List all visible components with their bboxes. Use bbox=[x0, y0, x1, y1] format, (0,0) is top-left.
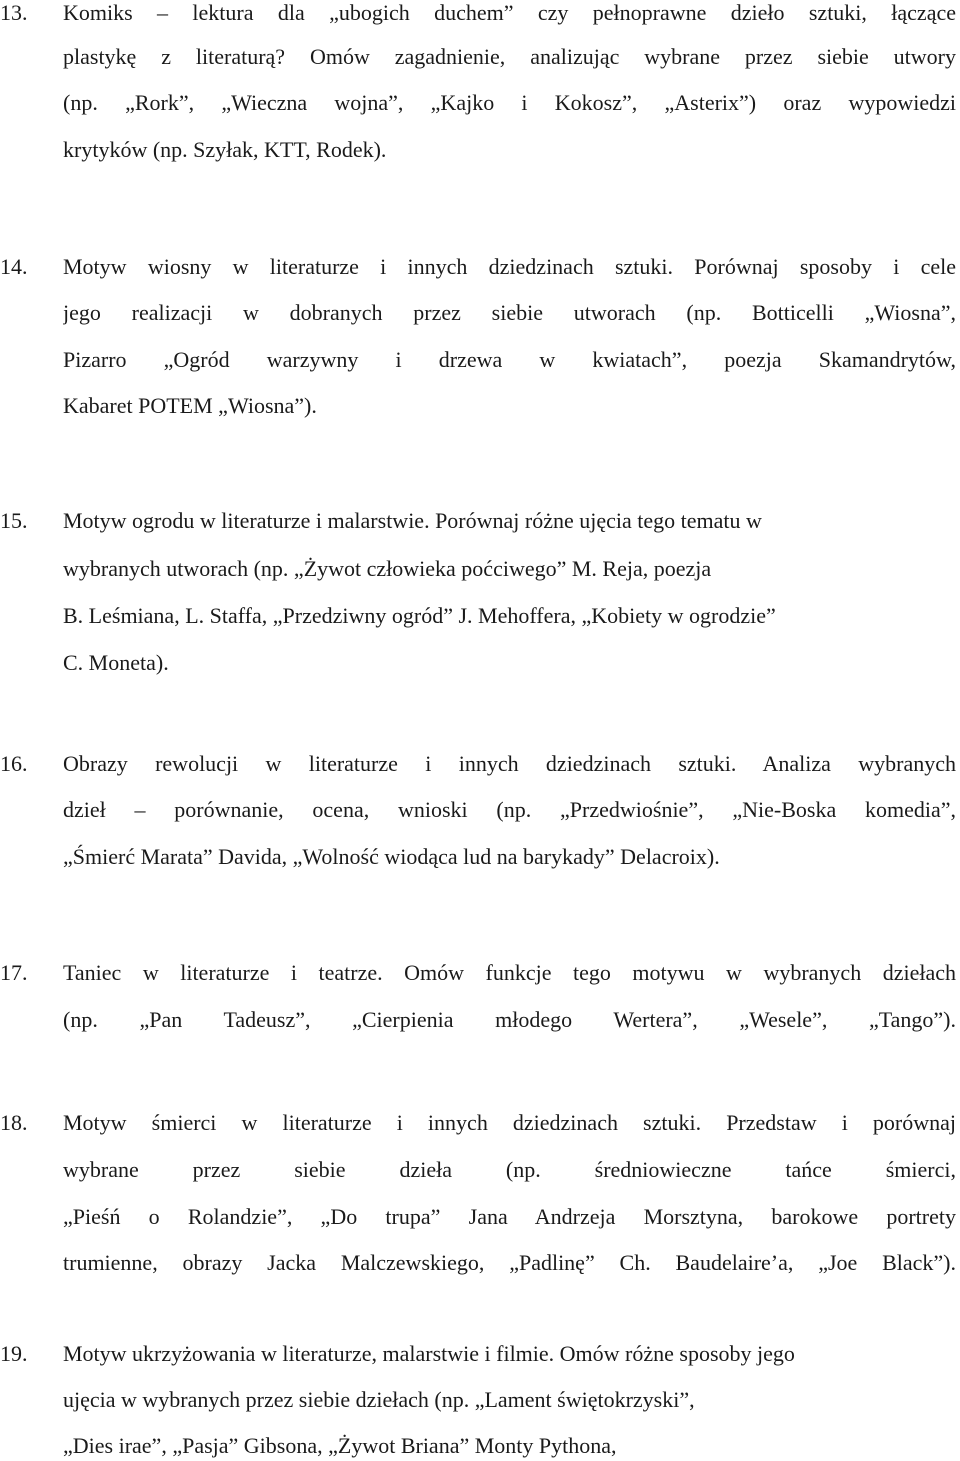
item-text-line: B. Leśmiana, L. Staffa, „Przedziwny ogród” J. Mehoffera, „Kobiety w ogrodzie” bbox=[63, 603, 776, 628]
item-number: 19. bbox=[0, 1341, 28, 1366]
item-text-line: Motyw ogrodu w literaturze i malarstwie. Porównaj różne ujęcia tego tematu w bbox=[63, 508, 762, 533]
item-text-line: „Pieśń o Rolandzie”, „Do trupa” Jana Andrzeja Morsztyna, barokowe portrety bbox=[63, 1204, 956, 1229]
item-text-line: (np. „Rork”, „Wieczna wojna”, „Kajko i Kokosz”, „Asterix”) oraz wypowiedzi bbox=[63, 90, 956, 115]
item-number: 15. bbox=[0, 508, 28, 533]
item-text-line: Kabaret POTEM „Wiosna”). bbox=[63, 393, 317, 418]
item-number: 18. bbox=[0, 1110, 28, 1135]
item-text-line: Motyw wiosny w literaturze i innych dziedzinach sztuki. Porównaj sposoby i cele bbox=[63, 254, 956, 279]
item-text-line: C. Moneta). bbox=[63, 650, 169, 675]
item-text-line: krytyków (np. Szyłak, KTT, Rodek). bbox=[63, 137, 387, 162]
item-text-line: jego realizacji w dobranych przez siebie utworach (np. Botticelli „Wiosna”, bbox=[63, 300, 956, 325]
item-text-line: plastykę z literaturą? Omów zagadnienie, analizując wybrane przez siebie utwory bbox=[63, 44, 956, 69]
item-number: 14. bbox=[0, 254, 28, 279]
item-text-line: Obrazy rewolucji w literaturze i innych dziedzinach sztuki. Analiza wybranych bbox=[63, 751, 956, 776]
item-text-line: „Dies irae”, „Pasja” Gibsona, „Żywot Briana” Monty Pythona, bbox=[63, 1433, 617, 1458]
item-text-line: (np. „Pan Tadeusz”, „Cierpienia młodego Wertera”, „Wesele”, „Tango”). bbox=[63, 1007, 956, 1032]
item-text-line: Motyw ukrzyżowania w literaturze, malarstwie i filmie. Omów różne sposoby jego bbox=[63, 1341, 795, 1366]
item-text-line: Motyw śmierci w literaturze i innych dziedzinach sztuki. Przedstaw i porównaj bbox=[63, 1110, 956, 1135]
item-text-line: Pizarro „Ogród warzywny i drzewa w kwiatach”, poezja Skamandrytów, bbox=[63, 347, 956, 372]
item-text-line: dzieł – porównanie, ocena, wnioski (np. „Przedwiośnie”, „Nie-Boska komedia”, bbox=[63, 797, 956, 822]
item-text-line: Komiks – lektura dla „ubogich duchem” czy pełnoprawne dzieło sztuki, łączące bbox=[63, 0, 956, 25]
item-text-line: wybranych utworach (np. „Żywot człowieka poćciwego” M. Reja, poezja bbox=[63, 556, 712, 581]
item-number: 16. bbox=[0, 751, 28, 776]
item-text-line: ujęcia w wybranych przez siebie dziełach (np. „Lament świętokrzyski”, bbox=[63, 1387, 695, 1412]
item-text-line: wybrane przez siebie dzieła (np. średniowieczne tańce śmierci, bbox=[63, 1157, 956, 1182]
item-number: 13. bbox=[0, 0, 28, 25]
item-text-line: Taniec w literaturze i teatrze. Omów funkcje tego motywu w wybranych dziełach bbox=[63, 960, 956, 985]
item-text-line: „Śmierć Marata” Davida, „Wolność wiodąca lud na barykady” Delacroix). bbox=[63, 844, 720, 869]
item-number: 17. bbox=[0, 960, 28, 985]
item-text-line: trumienne, obrazy Jacka Malczewskiego, „Padlinę” Ch. Baudelaire’a, „Joe Black”). bbox=[63, 1250, 956, 1275]
